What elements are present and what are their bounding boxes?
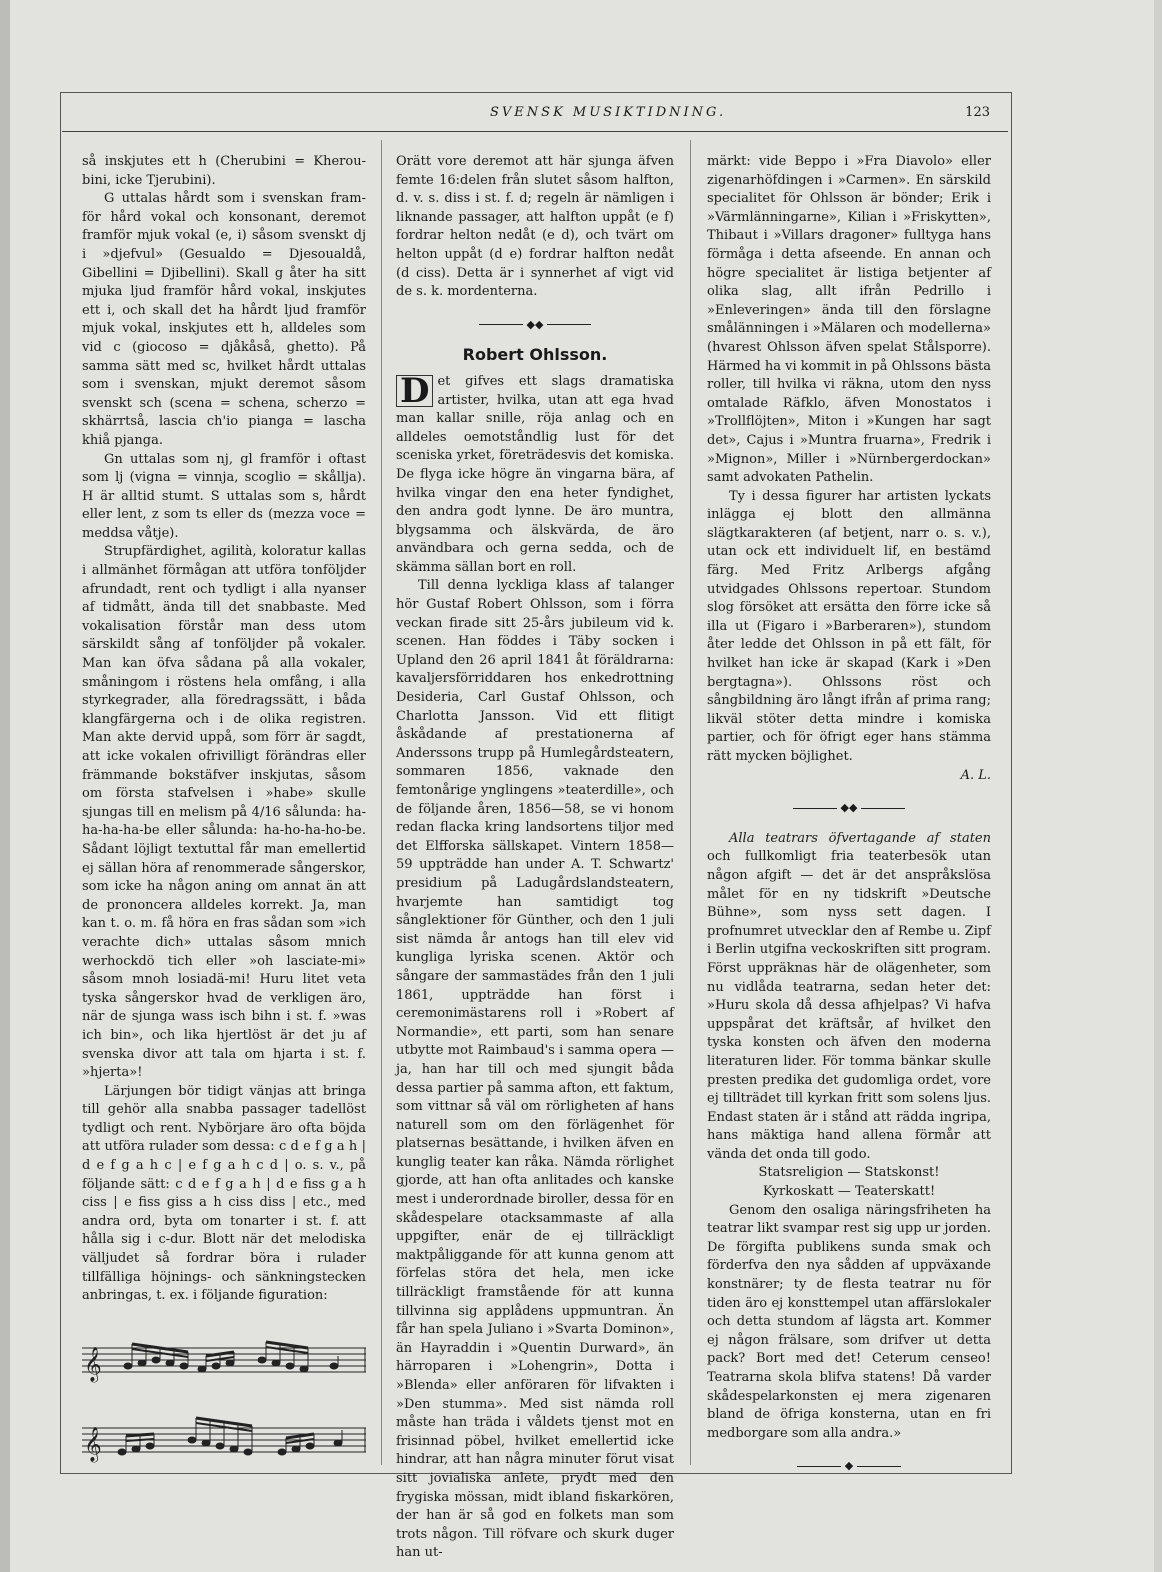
column-rule-2 bbox=[690, 140, 691, 1465]
paragraph: märkt: vide Beppo i »Fra Diavolo» eller zigenarhöfdingen i »Carmen». En särskild specialitet för Ohlsson är bönder; Erik i »Värmlänningarne», Kilian i »Friskytten», Thibaut i »Villars dragoner» fulltyga hans förmåga i detta afseende. En annan och högre specialitet är listiga betjenter af olika slag, allt ifrån Pedrillo i »Enleveringen» ända till den förslagne smålänningen i »Mälaren och modellerna» (hvarest Ohlsson äfven spelat Stålsporre). Härmed ha vi kommit in på Ohlssons bästa roller, till hvilka vi räkna, utom den nyss omtalade Räfklo, äfven Monostatos i »Trollflöjten», Miton i »Kungen har sagt det», Cajus i »Muntra fruarna», Fredrik i »Mignon», Miller i »Nürnbergerdockan» samt advokaten Pathelin. bbox=[707, 154, 991, 486]
music-notation bbox=[82, 1332, 366, 1482]
paragraph: Till denna lyckliga klass af talanger hör Gustaf Robert Ohlsson, som i förra veckan firade sitt 25-års jubileum vid k. scenen. Han föddes i Täby socken i Upland den 26 april 1841 åt föräldrarna: kavaljersförriddaren hos enkedrottning Desideria, Carl Gustaf Ohlsson, och Charlotta Jansson. Vid ett flitigt åskådande af prestationerna af Anderssons trupp på Humlegårdsteatern, sommaren 1856, vaknade den femtonårige ynglingens »teaterdille», och de följande åren, 1856—58, se vi honom redan flacka kring landsortens tiljor med det Elfforska sällskapet. Vintern 1858—59 uppträdde han under A. T. Schwartz' presidium på Ladugårdslandsteatern, hvarjemte han samtidigt tog sånglektioner för Günther, och den 1 juli sist nämda år antogs han till elev vid kungliga lyriska scenen. Aktör och sångare der sammastädes från den 1 juli 1861, uppträdde han först i ceremonimästarens roll i »Robert af Normandie», ett parti, som han senare utbytte mot Raimbaud's i samma opera — ja, han har till och med sjungit båda dessa partier på samma afton, ett faktum, som vittnar så väl om rörligheten af hans naturell som om den förlägenhet för platsernas besättande, i hvilken äfven en kunglig teater kan råka. Nämda rörlighet gjorde, att han ofta anlitades och kanske mest i underordnade biroller, dessa för en skådespelare otacksammaste af alla uppgifter, enär de ej tillräckligt maktpåliggande för att kunna genom att förfelas störa det hela, men icke tillräckligt framstående för att kunna tillvinna sig applådens uppmuntran. Än får han spela Juliano i »Svarta Dominon», än Hayraddin i »Quentin Durward», än härroparen i »Lohengrin», Dotta i »Blenda» eller anföraren för lifvakten i »Den stumma». Med sist nämda roll måste han träda i våldets tjenst mot en frisinnad pöbel, hvilket emellertid icke hindrar, att han några minuter förut visat sitt jovialiska anlete, prydt med den frygiska mössan, midt ibland fiskarkören, der han är så god en folkets man som trots någon. Till röfvare och skurk duger han ut- bbox=[396, 578, 674, 1561]
column-3 bbox=[707, 153, 991, 1488]
slogan: Statsreligion — Statskonst! bbox=[758, 1165, 940, 1181]
paragraph: D et gifves ett slags dramatiska artister, hvilka, utan att ega hvad man kallar snille, röja anlag och en alldeles oemotståndlig lust för det sceniska yrket, företrädesvis det komiska. De flyga icke högre än vingarna bära, af hvilka vingar den ena heter fyndighet, den andra godt lynne. De äro muntra, blygsamma och älskvärda, de äro användbara och gerna sedda, och de skämma sällan bort en roll. bbox=[396, 370, 674, 575]
music-staff-figure bbox=[82, 1332, 366, 1482]
article-title: Robert Ohlsson. bbox=[462, 345, 608, 365]
slogan: Kyrkoskatt — Teaterskatt! bbox=[762, 1184, 936, 1200]
section-divider: ◆◆ bbox=[707, 799, 991, 818]
notes-row-1 bbox=[124, 1342, 338, 1372]
column-rule-1 bbox=[381, 140, 382, 1465]
section-divider: ◆◆ bbox=[396, 316, 674, 335]
paragraph: Strupfärdighet, agilità, koloratur kallas i allmänhet förmågan att utföra tonföljder afrundadt, rent och tydligt i alla nyanser af tidmått, ända till det snabbaste. Med vokalisation förstår man dess utom särskildt sång af tonföljder på vokaler. Man kan öfva sådana på alla vokaler, småningom i röstens hela omfång, i alla styrkegrader, alla föredragssätt, i båda klangfärgerna och i de olika registren. Man akte dervid uppå, som förr är sagdt, att icke vokalen ofrivilligt förändras eller främmande bokstäfver inskjutas, såsom om första stafvelsen i »habe» skulle sjungas till en melism på 4/16 sålunda: ha-ha-ha-ha-be eller sålunda: ha-ho-ha-ho-be. Sådant löjligt textuttal får man emellertid ej sällan höra af renommerade sångerskor, som icke ha någon aning om annat än att de prononcera alldeles korrekt. Ja, man kan t. o. m. få höra en fras sådan som »ich verachte dich» uttalas såsom mnich werhockdö tich eller »oh lasciate-mi» såsom mnoh losiadä-mi! Huru litet veta tyska sångerskor hvad de verkligen äro, när de sjunga wass isch bihn i st. f. »was ich bin», och lika hjertlöst är det ju af svenska divor att tala om hjarta i st. f. »hjerta»! bbox=[82, 544, 366, 1081]
column-2 bbox=[396, 153, 674, 1563]
paragraph: Gn uttalas som nj, gl framför i oftast som lj (vigna = vinnja, scoglio = skållja). H är alltid stumt. S uttalas som s, hårdt eller lent, z som ts eller ds (mezza voce = meddsa våtje). bbox=[82, 451, 366, 541]
paragraph: Ty i dessa figurer har artisten lyckats inlägga ej blott den allmänna slägtkarakteren (af betjent, narr o. s. v.), utan ock ett individuelt lif, en bestämd färg. Med Fritz Arlbergs afgång utvidgades Ohlssons repertoar. Stundom slog försöket att ersätta den förre icke så illa ut (Figaro i »Barberaren»), stundom åter ledde det Ohlsson in på ett fält, för hvilket han icke är skapad (Kark i »Den bergtagna»). Ohlssons röst och sångbildning äro långt ifrån af prima rang; likväl stöter detta mindre i komiska partier, och för öfrigt eger hans stämma rätt mycken böjlighet. bbox=[707, 488, 991, 764]
paragraph: Lärjungen bör tidigt vänjas att bringa till gehör alla snabba passager tadellöst tydligt och rent. Nybörjare äro ofta böjda att utföra rulader som dessa: c d e f g a h | d e f g a h c | e f g a h c d | o. s. v., på följande sätt: c d e f g a h | d e fiss g a h ciss | e fiss giss a h ciss diss | etc., med andra ord, byta om tonarter i st. f. att hålla sig i c-dur. Blott när det melodiska välljudet så fordrar böra i rulader tillfälliga höjnings- och sänkningstecken anbringas, t. ex. i följande figuration: bbox=[82, 1083, 366, 1304]
page-number: 123 bbox=[965, 105, 990, 120]
column-1 bbox=[82, 153, 366, 1482]
paragraph: Genom den osaliga näringsfriheten ha teatrar likt svampar rest sig upp ur jorden. De förgifta publikens sunda smak och förderfva den nya sådden af uppväxande konstnärer; ty de flesta teatrar nu för tiden äro ej konsttempel utan affärslokaler och detta stundom af lägsta art. Kommer ej någon frälsare, som drifver ut detta pack? Bort med det! Ceterum censeo! Teatrarna skola blifva statens! Då varder skådespelarkonsten ej mera zigenaren bland de öfriga konsterna, utan en fri medborgare som alla andra.» bbox=[707, 1202, 991, 1441]
page-header bbox=[62, 95, 1008, 132]
paragraph: G uttalas hårdt som i svenskan fram-för hård vokal och konsonant, deremot framför mjuk vokal (e, i) såsom svenskt dj i »djefvul» (Gesualdo = Djesoualdå, Gibellini = Djibellini). Skall g åter ha sitt mjuka ljud framför hård vokal, inskjutes ett i, och skall det ha hårdt ljud framför mjuk vokal, inskjutes ett h, alldeles som vid c (giocoso = djåkåså, ghetto). På samma sätt med sc, hvilket hårdt uttalas som i svenskan, mjukt deremot såsom svenskt sch (scena = schena, scherzo = skhärrtså, lascia ch'io pianga = lascha khiå pjanga. bbox=[82, 191, 366, 448]
page-edge-right bbox=[1154, 0, 1162, 1572]
publication-title: SVENSK MUSIKTIDNING. bbox=[490, 105, 727, 120]
page-edge-left bbox=[0, 0, 10, 1572]
section-divider: ◆ bbox=[707, 1457, 991, 1476]
drop-cap: D bbox=[396, 375, 433, 407]
paragraph: så inskjutes ett h (Cherubini = Kherou-bini, icke Tjerubini). bbox=[82, 154, 366, 188]
paragraph: Alla teatrars öfvertagande af staten och fullkomligt fria teaterbesök utan någon afgift — det är det anspråkslösa målet för en ny tidskrift »Deutsche Bühne», som nyss sett dagen. I profnumret utvecklar den af Rembe u. Zipf i Berlin utgifna veckoskriften sitt program. Först uppräknas här de olägenheter, som nu vidlåda teatrarna, sedan heter det: »Huru skola då dessa afhjelpas? Vi hafva uppspårat det kräftsår, af hvilket den tyska konsten och äfven den moderna literaturen lider. För tomma bänkar skulle presten predika det gudomliga ordet, vore ej tillträdet till kyrkan fritt som solens ljus. Endast staten är i stånd att rädda ingripa, hans mäktiga hand allena förmår att vända det onda till godo. bbox=[707, 830, 991, 1162]
signature: A. L. bbox=[960, 767, 991, 783]
treble-clef-icon: 𝄞 bbox=[84, 1346, 102, 1382]
notes-row-2 bbox=[118, 1418, 342, 1455]
treble-clef-icon: 𝄞 bbox=[84, 1426, 102, 1462]
italic-lead: Alla teatrars öfvertagande af staten bbox=[729, 830, 991, 846]
paragraph: Orätt vore deremot att här sjunga äfven femte 16:delen från slutet såsom halfton, d. v. s. diss i st. f. d; regeln är nämligen i liknande passager, att halfton uppåt (e f) fordrar helton nedåt (e d), och tvärt om helton uppåt (d e) fordrar halfton nedåt (d ciss). Detta är i synnerhet af vigt vid de s. k. mordenterna. bbox=[396, 154, 674, 300]
